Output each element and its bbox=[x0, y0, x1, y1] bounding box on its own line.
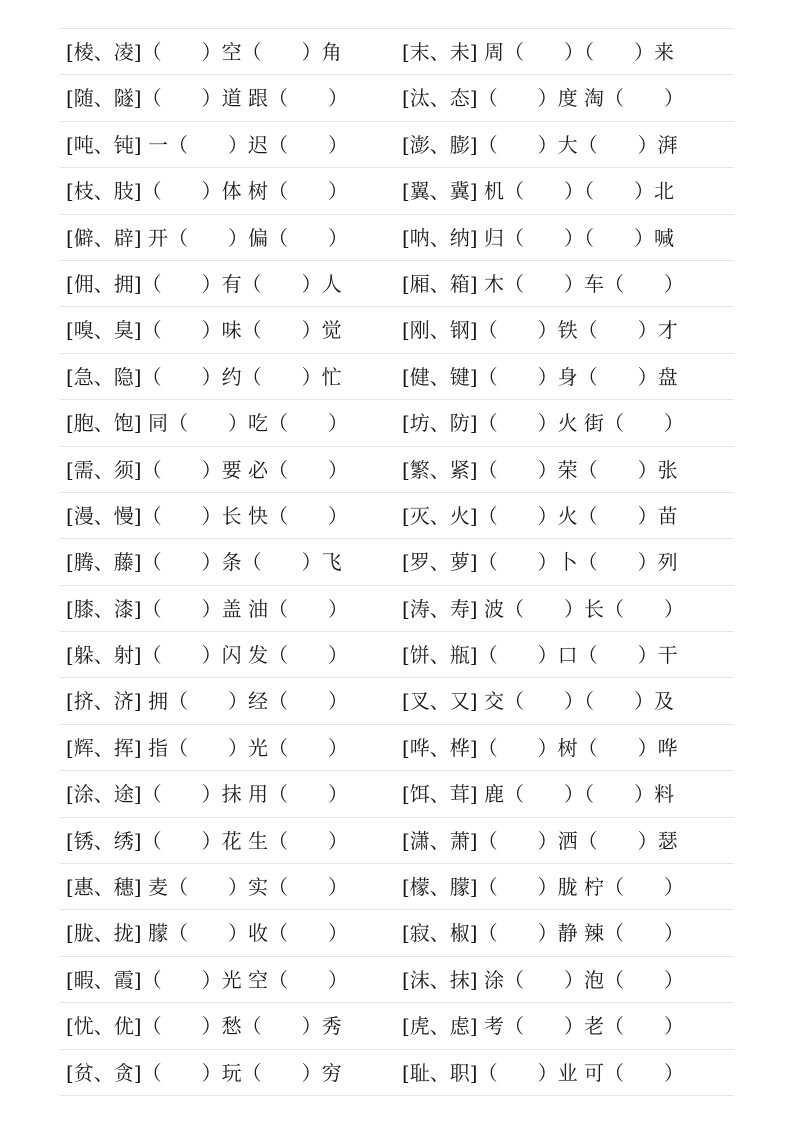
exercise-left-item: [忧、优]（ ）愁（ ）秀 bbox=[66, 1014, 342, 1039]
exercise-right-item: [耻、职]（ ）业 可（ ） bbox=[402, 1060, 684, 1085]
exercise-row bbox=[60, 493, 734, 539]
exercise-row bbox=[60, 910, 734, 956]
exercise-left-item: [涂、途]（ ）抹 用（ ） bbox=[66, 782, 348, 807]
exercise-row bbox=[60, 1003, 734, 1049]
exercise-left-item: [锈、绣]（ ）花 生（ ） bbox=[66, 828, 348, 853]
exercise-row bbox=[60, 725, 734, 771]
exercise-row bbox=[60, 29, 734, 75]
exercise-row bbox=[60, 261, 734, 307]
exercise-right-item: [翼、冀] 机（ ）（ ）北 bbox=[402, 179, 674, 204]
exercise-right-item: [檬、朦]（ ）胧 柠（ ） bbox=[402, 875, 684, 900]
exercise-row bbox=[60, 818, 734, 864]
exercise-right-item: [涛、寿] 波（ ）长（ ） bbox=[402, 596, 684, 621]
exercise-row bbox=[60, 215, 734, 261]
exercise-right-item: [呐、纳] 归（ ）（ ）喊 bbox=[402, 225, 674, 250]
exercise-row bbox=[60, 1050, 734, 1096]
exercise-left-item: [佣、拥]（ ）有（ ）人 bbox=[66, 271, 342, 296]
exercise-left-item: [腾、藤]（ ）条（ ）飞 bbox=[66, 550, 342, 575]
exercise-left-item: [枝、肢]（ ）体 树（ ） bbox=[66, 179, 348, 204]
exercise-right-item: [末、未] 周（ ）（ ）来 bbox=[402, 40, 674, 64]
exercise-row bbox=[60, 678, 734, 724]
exercise-row bbox=[60, 168, 734, 214]
exercise-right-item: [澎、膨]（ ）大（ ）湃 bbox=[402, 132, 678, 157]
exercise-row bbox=[60, 632, 734, 678]
exercise-left-item: [辉、挥] 指（ ）光（ ） bbox=[66, 735, 348, 760]
exercise-row bbox=[60, 122, 734, 168]
exercise-row bbox=[60, 447, 734, 493]
exercise-right-item: [灭、火]（ ）火（ ）苗 bbox=[402, 503, 678, 528]
exercise-right-item: [饼、瓶]（ ）口（ ）干 bbox=[402, 643, 678, 668]
exercise-row bbox=[60, 75, 734, 121]
exercise-left-item: [僻、辟] 开（ ）偏（ ） bbox=[66, 225, 348, 250]
exercise-right-item: [潇、萧]（ ）洒（ ）瑟 bbox=[402, 828, 678, 853]
exercise-row bbox=[60, 539, 734, 585]
exercise-right-item: [沫、抹] 涂（ ）泡（ ） bbox=[402, 967, 684, 992]
exercise-right-item: [刚、钢]（ ）铁（ ）才 bbox=[402, 318, 678, 343]
exercise-left-item: [膝、漆]（ ）盖 油（ ） bbox=[66, 596, 348, 621]
exercise-right-item: [健、键]（ ）身（ ）盘 bbox=[402, 364, 678, 389]
exercise-left-item: [暇、霞]（ ）光 空（ ） bbox=[66, 967, 348, 992]
exercise-row bbox=[60, 307, 734, 353]
exercise-right-item: [汰、态]（ ）度 淘（ ） bbox=[402, 86, 684, 111]
exercise-row bbox=[60, 354, 734, 400]
exercise-row bbox=[60, 957, 734, 1003]
exercise-row bbox=[60, 400, 734, 446]
exercise-right-item: [饵、茸] 鹿（ ）（ ）料 bbox=[402, 782, 674, 807]
exercise-right-item: [厢、箱] 木（ ）车（ ） bbox=[402, 271, 684, 296]
exercise-left-item: [胧、拢] 朦（ ）收（ ） bbox=[66, 921, 348, 946]
exercise-row bbox=[60, 864, 734, 910]
exercise-left-item: [随、隧]（ ）道 跟（ ） bbox=[66, 86, 348, 111]
exercise-left-item: [急、隐]（ ）约（ ）忙 bbox=[66, 364, 342, 389]
exercise-right-item: [坊、防]（ ）火 街（ ） bbox=[402, 411, 684, 436]
exercise-right-item: [虎、虑] 考（ ）老（ ） bbox=[402, 1014, 684, 1039]
exercise-right-item: [寂、椒]（ ）静 辣（ ） bbox=[402, 921, 684, 946]
exercise-left-item: [嗅、臭]（ ）味（ ）觉 bbox=[66, 318, 342, 343]
exercise-left-item: [棱、凌]（ ）空（ ）角 bbox=[66, 40, 342, 64]
exercise-right-item: [繁、紧]（ ）荣（ ）张 bbox=[402, 457, 678, 482]
exercise-row bbox=[60, 771, 734, 817]
exercise-right-item: [叉、又] 交（ ）（ ）及 bbox=[402, 689, 674, 714]
exercise-left-item: [贫、贪]（ ）玩（ ）穷 bbox=[66, 1060, 342, 1085]
exercise-left-item: [挤、济] 拥（ ）经（ ） bbox=[66, 689, 348, 714]
exercise-row bbox=[60, 586, 734, 632]
exercise-left-item: [躲、射]（ ）闪 发（ ） bbox=[66, 643, 348, 668]
exercise-left-item: [漫、慢]（ ）长 快（ ） bbox=[66, 503, 348, 528]
exercise-left-item: [惠、穗] 麦（ ）实（ ） bbox=[66, 875, 348, 900]
exercise-right-item: [哗、桦]（ ）树（ ）哗 bbox=[402, 735, 678, 760]
word-exercise-table bbox=[60, 28, 734, 1096]
exercise-left-item: [胞、饱] 同（ ）吃（ ） bbox=[66, 411, 348, 436]
exercise-right-item: [罗、萝]（ ）卜（ ）列 bbox=[402, 550, 678, 575]
exercise-left-item: [需、须]（ ）要 必（ ） bbox=[66, 457, 348, 482]
exercise-left-item: [吨、钝] 一（ ）迟（ ） bbox=[66, 132, 348, 157]
